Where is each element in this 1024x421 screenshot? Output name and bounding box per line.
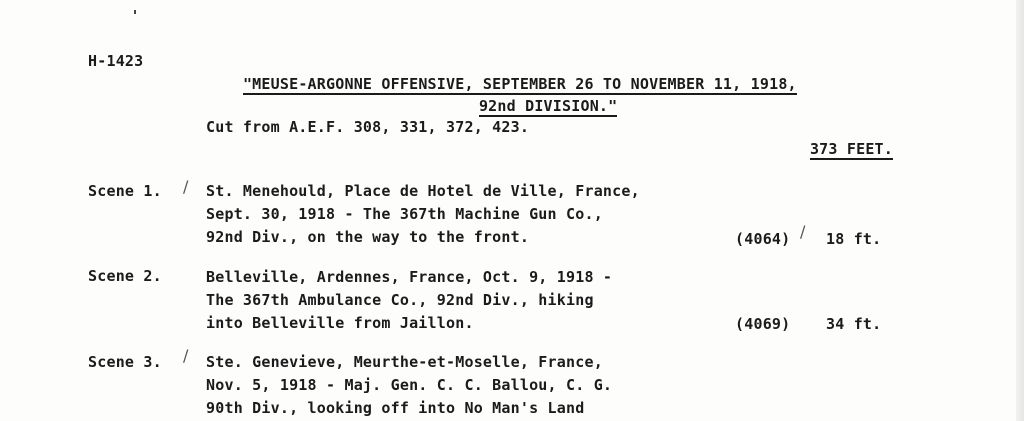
scene-3-line-3: 90th Div., looking off into No Man's Land: [206, 399, 585, 417]
scene-2-line-3: into Belleville from Jaillon.: [206, 314, 474, 332]
title-line-2-text: 92nd DIVISION.": [478, 97, 618, 115]
title-line-1-text: "MEUSE-ARGONNE OFFENSIVE, SEPTEMBER 26 TO NOVEMBER 11, 1918,: [242, 75, 797, 93]
scene-1-ref: (4064): [735, 230, 791, 248]
check-mark-icon: /: [183, 346, 189, 365]
check-mark-icon: /: [800, 222, 806, 241]
scene-1-line-2: Sept. 30, 1918 - The 367th Machine Gun Co.,: [206, 205, 603, 223]
scene-3-line-2: Nov. 5, 1918 - Maj. Gen. C. C. Ballou, C. G.: [206, 376, 613, 394]
scene-1-line-3: 92nd Div., on the way to the front.: [206, 228, 530, 246]
scene-1-feet: 18 ft.: [826, 230, 882, 248]
document-id: H-1423: [88, 52, 144, 70]
scene-2-line-2: The 367th Ambulance Co., 92nd Div., hiking: [206, 291, 594, 309]
scene-2-line-1: Belleville, Ardennes, France, Oct. 9, 1918 -: [206, 268, 613, 286]
scene-3-line-1: Ste. Genevieve, Meurthe-et-Moselle, France,: [206, 353, 603, 371]
cut-from-line: Cut from A.E.F. 308, 331, 372, 423.: [206, 118, 530, 136]
scene-1-line-1: St. Menehould, Place de Hotel de Ville, France,: [206, 182, 640, 200]
scene-3-label: Scene 3.: [88, 353, 162, 371]
scene-2-label: Scene 2.: [88, 267, 162, 285]
scene-2-feet: 34 ft.: [826, 315, 882, 333]
page-edge-shadow: [1016, 0, 1024, 421]
check-mark-icon: /: [183, 177, 189, 196]
scene-2-ref: (4069): [735, 315, 791, 333]
total-length: [773, 118, 893, 181]
paper-speck: [134, 10, 136, 14]
scene-1-label: Scene 1.: [88, 182, 162, 200]
total-length-text: 373 FEET.: [809, 140, 894, 158]
